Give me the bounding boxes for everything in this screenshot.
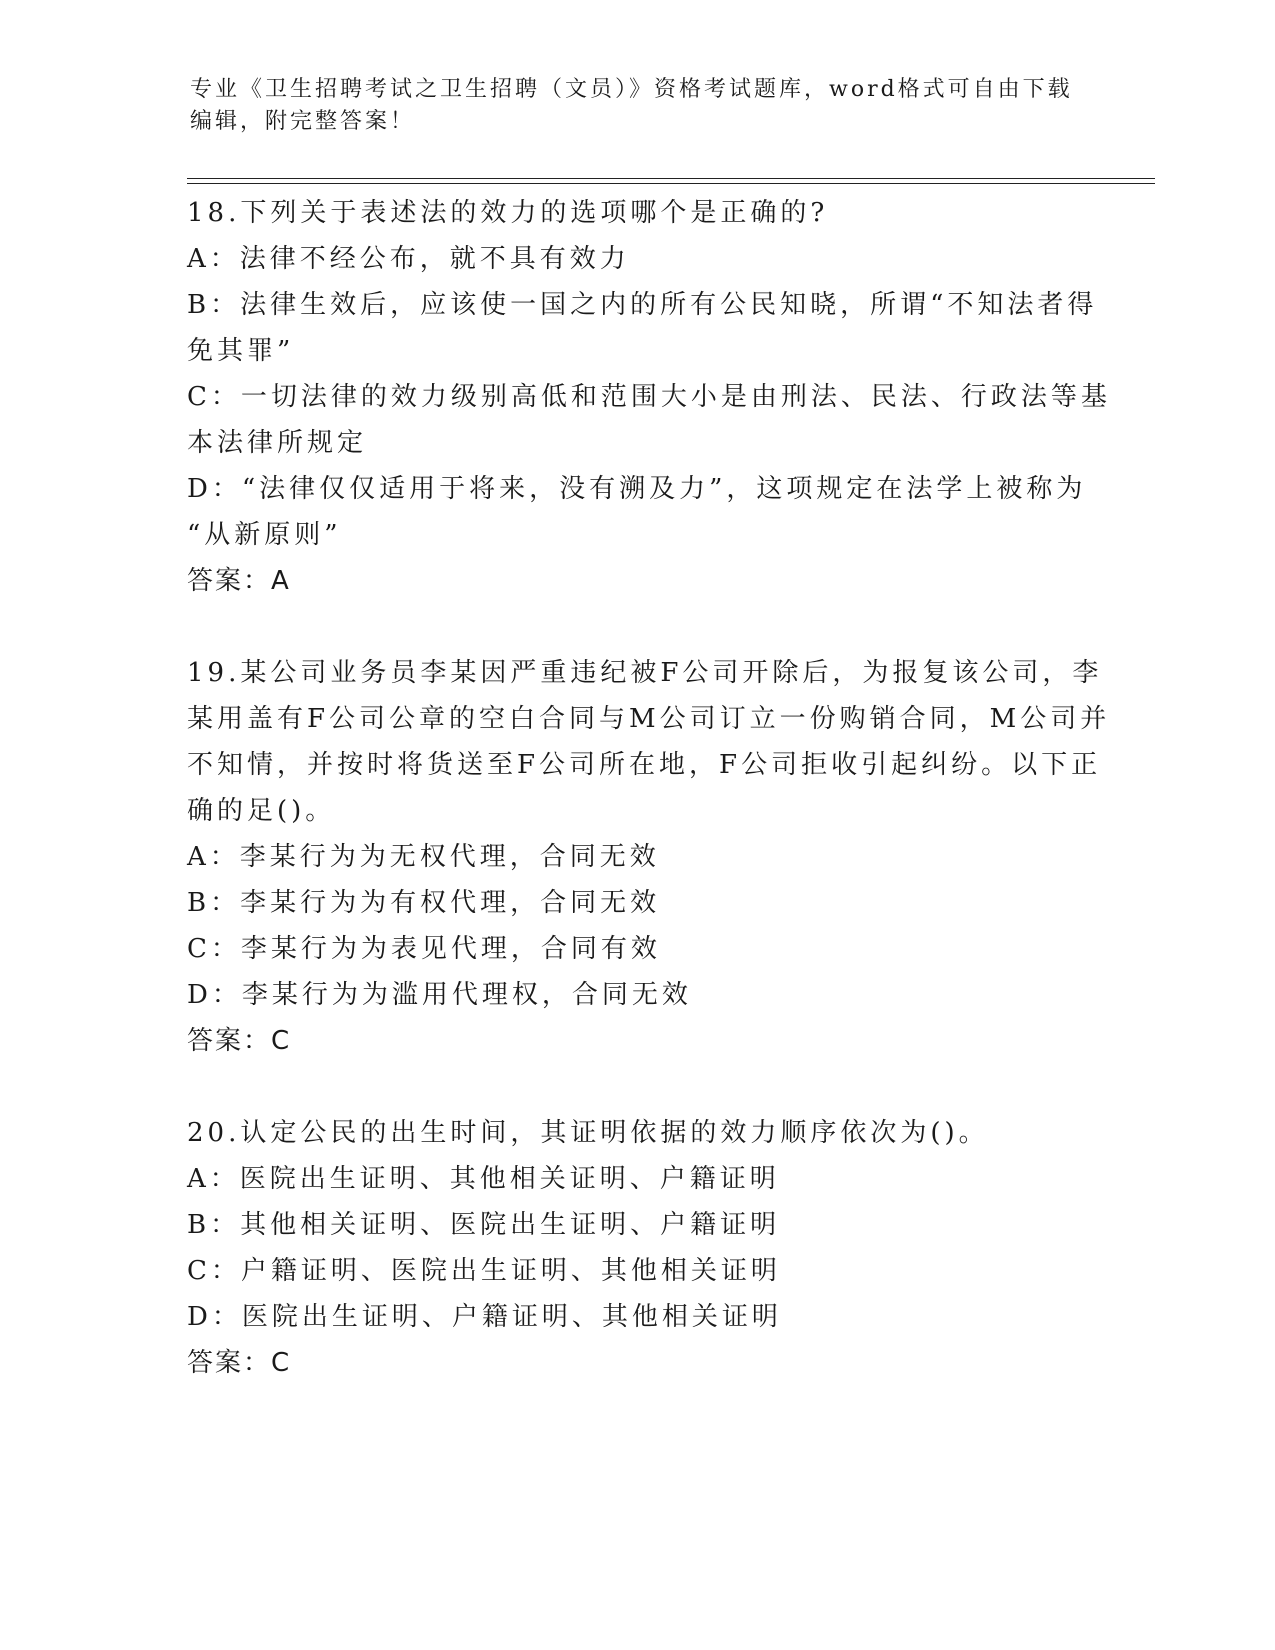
option-a: A：法律不经公布，就不具有效力 (187, 244, 630, 274)
document-header (190, 74, 1090, 138)
option-a: A：医院出生证明、其他相关证明、户籍证明 (187, 1164, 780, 1194)
answer-label: 答案：A (187, 566, 291, 596)
question-stem-continued: 不知情，并按时将货送至F公司所在地，F公司拒收引起纠纷。以下正 (187, 750, 1102, 780)
header-line: 编辑，附完整答案！ (190, 109, 416, 134)
question-block (187, 190, 1111, 604)
option-b-continued: 免其罪” (187, 336, 295, 366)
option-a: A：李某行为为无权代理，合同无效 (187, 842, 660, 872)
question-list (187, 190, 1111, 1386)
header-line: 专业《卫生招聘考试之卫生招聘（文员）》资格考试题库，word格式可自由下载 (190, 77, 1073, 102)
option-d: D：医院出生证明、户籍证明、其他相关证明 (187, 1302, 782, 1332)
question-block (187, 650, 1111, 1064)
question-block (187, 1110, 1087, 1386)
option-c-continued: 本法律所规定 (187, 428, 368, 458)
question-stem-continued: 某用盖有F公司公章的空白合同与M公司订立一份购销合同，M公司并 (187, 704, 1111, 734)
option-d: D：李某行为为滥用代理权，合同无效 (187, 980, 692, 1010)
option-d-continued: “从新原则” (187, 520, 342, 550)
question-stem: 20.认定公民的出生时间，其证明依据的效力顺序依次为()。 (187, 1118, 989, 1148)
option-b: B：其他相关证明、医院出生证明、户籍证明 (187, 1210, 781, 1240)
option-c: C：一切法律的效力级别高低和范围大小是由刑法、民法、行政法等基 (187, 382, 1111, 412)
answer-label: 答案：C (187, 1348, 292, 1378)
header-divider (187, 183, 1155, 184)
question-stem: 19.某公司业务员李某因严重违纪被F公司开除后，为报复该公司，李 (187, 658, 1103, 688)
spacer (187, 1064, 1087, 1110)
header-divider (187, 178, 1155, 179)
spacer (187, 604, 1087, 650)
option-c: C：户籍证明、医院出生证明、其他相关证明 (187, 1256, 781, 1286)
question-stem: 18.下列关于表述法的效力的选项哪个是正确的? (187, 198, 829, 228)
option-d: D：“法律仅仅适用于将来，没有溯及力”，这项规定在法学上被称为 (187, 474, 1087, 504)
answer-label: 答案：C (187, 1026, 292, 1056)
option-c: C：李某行为为表见代理，合同有效 (187, 934, 661, 964)
option-b: B：李某行为为有权代理，合同无效 (187, 888, 661, 918)
question-stem-continued: 确的足()。 (187, 796, 336, 826)
option-b: B：法律生效后，应该使一国之内的所有公民知晓，所谓“不知法者得 (187, 290, 1098, 320)
